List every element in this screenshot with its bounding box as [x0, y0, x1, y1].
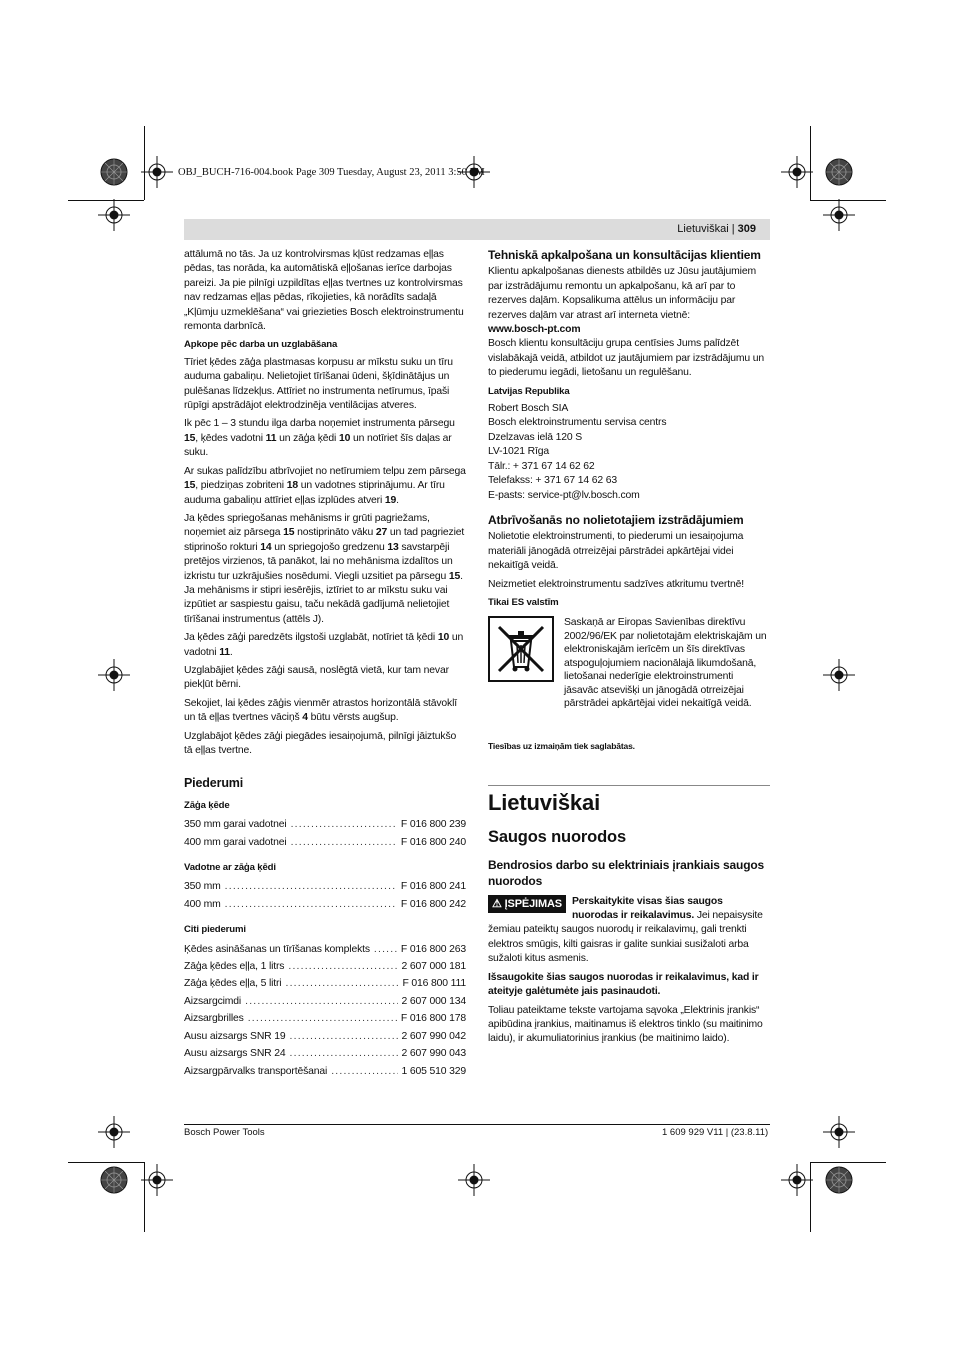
accessory-row	[184, 1030, 466, 1044]
accessory-row	[184, 943, 466, 957]
accessory-code: F 016 800 239	[400, 819, 466, 831]
address-line: Telefakss: + 371 67 14 62 63	[488, 475, 617, 487]
text: un vadotni	[184, 632, 464, 658]
warning-triangle-icon: ⚠	[492, 897, 502, 910]
paragraph	[184, 512, 466, 627]
text: nostiprināto vāku	[294, 527, 376, 539]
dot-leader	[245, 995, 397, 1009]
ref-number: 15	[448, 570, 461, 582]
text: un notīriet šīs daļas ar suku.	[184, 432, 452, 459]
ref-number: 14	[260, 541, 272, 553]
footer-rule	[184, 1124, 770, 1125]
paragraph: Tīriet ķēdes zāģa plastmasas korpusu ar mīkstu suku un tīru auduma gabaliņu. Nelietojiet tīrīšanai ūdeni, šķīdinātājus un pulēšanas līdzekļus. Attīriet no instrumenta netīrumus, īpaši rūpīgi apstrādājot elektrodzinēja ventilācijas atveres.	[184, 356, 453, 412]
accessory-label: 350 mm	[184, 881, 221, 893]
ref-number: 13	[387, 541, 399, 553]
section-heading: Atbrīvošanās no nolietotajiem izstrādājumiem	[488, 512, 744, 527]
text: Ja ķēdes zāģi paredzēts ilgstoši uzglabāt, notīriet tā ķēdi	[184, 632, 438, 644]
weee-text: Saskaņā ar Eiropas Savienības direktīvu 2002/96/EK par nolietotajām elektriskajām un elektroniskajām ierīcēm un šīs direktīvas atspoguļojumiem nacionālajā likumdošanā, lietošanai nederīgie elektroinstrumenti jāsavāc atsevišķi un jānogādā otrreizējai pārstrādei apkārtējai videi nekaitīgā veidā.	[564, 617, 767, 710]
accessory-label: 350 mm garai vadotnei	[184, 819, 287, 831]
dot-leader	[291, 836, 397, 850]
accessory-code: 1 605 510 329	[401, 1065, 466, 1077]
right-column	[488, 248, 770, 1051]
accessory-label: Ausu aizsargs SNR 24	[184, 1048, 286, 1060]
ref-number: 18	[286, 480, 298, 492]
accessory-label: 400 mm	[184, 898, 221, 910]
header-text	[677, 223, 756, 235]
dot-leader	[248, 1012, 397, 1026]
address-line: LV-1021 Rīga	[488, 446, 549, 458]
paragraph: Bosch klientu konsultāciju grupa centīsies Jums palīdzēt vislabākajā veidā, atbildot uz jautājumiem par izstrādājumu un to piederumu iegādi, lietošanu un regulēšanu.	[488, 338, 765, 379]
accessory-row	[184, 977, 466, 991]
warning-paragraph	[488, 895, 770, 967]
page-header	[184, 219, 770, 240]
accessory-row	[184, 880, 466, 894]
dot-leader	[290, 1030, 398, 1044]
warning-text: Jei nepaisysite žemiau pateiktų saugos nuorodų ir reikalavimų, gali trenkti elektros smūgis, kilti gaisras ir galite sunkiai susižaloti arba sužaloti kitus asmenis.	[488, 910, 763, 965]
ref-number: 15	[184, 480, 196, 492]
accessory-label: Aizsargcimdi	[184, 995, 242, 1007]
ref-number: 15	[184, 432, 196, 444]
address-line: Robert Bosch SIA	[488, 403, 569, 415]
accessory-label: Ausu aizsargs SNR 19	[184, 1030, 286, 1042]
paragraph: Toliau pateiktame tekste vartojama sąvoka „Elektrinis įrankis“ apibūdina įrankius, maitinamus iš elektros tinklo (su maitinimo laidu), ir akumuliatorinius įrankius (be maitinimo laido).	[488, 1004, 763, 1045]
ref-number: 11	[265, 432, 277, 444]
accessory-row	[184, 1047, 466, 1061]
paragraph: Uzglabājiet ķēdes zāģi sausā, noslēgtā vietā, kur tam nevar piekļūt bērni.	[184, 664, 449, 691]
accessory-code: 2 607 990 042	[401, 1030, 466, 1042]
accessory-code: F 016 800 242	[400, 898, 466, 910]
ref-number: 10	[437, 632, 450, 644]
text: savstarpēji pretējos virzienos, tā panākot, lai no mehānisma izdalītos un izkristu tur uzkrājušies nosēdumi. Viegli uzsitiet pa pārsegu	[184, 541, 453, 582]
dot-leader	[291, 818, 397, 832]
rights-notice: Tiesības uz izmaiņām tiek saglabātas.	[488, 740, 635, 751]
text: Ar sukas palīdzību atbrīvojiet no netīrumiem telpu zem pārsega	[184, 465, 466, 477]
accessory-group	[184, 861, 466, 912]
accessories-heading: Piederumi	[184, 776, 244, 791]
paragraph: attālumā no tās. Ja uz kontrolvirsmas kļūst redzamas eļļas pēdas, tas norāda, ka automātiskā eļļošanas ierīce darbojas pareizi. Ja pie pilnīgi uzpildītas eļļas tvertnes uz kontrolvirsmas nav redzamas eļļas pēdas, rīkojieties, kā norādīts sadaļā „Kļūmju uzmeklēšana“ vai griezieties Bosch elektroinstrumentu remonta darbnīcā.	[184, 249, 464, 333]
address-line: Dzelzavas ielā 120 S	[488, 431, 583, 443]
accessory-row	[184, 995, 466, 1009]
accessory-row	[184, 836, 466, 850]
section-heading: Tikai ES valstīm	[488, 596, 559, 608]
header-language: Lietuviškai	[677, 223, 729, 235]
section-heading: Apkope pēc darba un uzglabāšana	[184, 339, 338, 351]
warning-badge	[488, 895, 566, 913]
accessory-label: Aizsargpārvalks transportēšanai	[184, 1065, 328, 1077]
text: , piedziņas zobriteni	[195, 480, 287, 492]
ref-number: 15	[283, 527, 295, 539]
dot-leader	[290, 1047, 398, 1061]
ref-number: 27	[375, 527, 388, 539]
accessory-code: F 016 800 241	[400, 881, 466, 893]
section-heading: Tehniskā apkalpošana un konsultācijas klientiem	[488, 248, 761, 262]
accessory-code: 2 607 990 043	[401, 1048, 466, 1060]
warning-label: ĮSPĖJIMAS	[504, 897, 562, 910]
text: Ik pēc 1 – 3 stundu ilga darba noņemiet instrumenta pārsegu	[184, 418, 455, 430]
ref-number: 19	[384, 494, 397, 506]
section-heading: Latvijas Republika	[488, 385, 570, 397]
accessory-label: Zāģa ķēdes eļļa, 5 litri	[184, 978, 282, 990]
paragraph	[184, 417, 466, 460]
accessory-row	[184, 960, 466, 974]
accessory-code: F 016 800 111	[402, 978, 466, 990]
accessory-code: 2 607 000 181	[401, 961, 466, 973]
paragraph: Neizmetiet elektroinstrumentu sadzīves atkritumu tvertnē!	[488, 578, 744, 590]
print-info: OBJ_BUCH-716-004.book Page 309 Tuesday, August 23, 2011 3:50 PM	[178, 167, 485, 178]
dot-leader	[225, 880, 397, 894]
website-link[interactable]: www.bosch-pt.com	[488, 324, 581, 336]
accessory-code: F 016 800 263	[400, 943, 466, 955]
crossed-bin-icon	[488, 616, 554, 682]
email-link[interactable]: E-pasts: service-pt@lv.bosch.com	[488, 489, 640, 501]
ref-number: 10	[338, 432, 351, 444]
weee-block	[488, 616, 770, 711]
ref-number: 11	[219, 646, 230, 658]
text: un tad pagrieziet stiprinošo rokturi	[184, 527, 465, 553]
keep-instructions: Išsaugokite šias saugos nuorodas ir reikalavimus, kad ir ateityje galėtumėte jais pasinaudoti.	[488, 971, 759, 998]
accessory-label: Zāģa ķēdes eļļa, 1 litrs	[184, 961, 285, 973]
accessory-code: F 016 800 178	[400, 1013, 466, 1025]
accessory-label: 400 mm garai vadotnei	[184, 836, 287, 848]
dot-leader	[285, 977, 398, 991]
dot-leader	[288, 960, 397, 974]
text: Sekojiet, lai ķēdes zāģis vienmēr atrastos horizontālā stāvoklī un tā eļļas tvertnes vāciņš	[184, 697, 457, 724]
text: un vadotnes stiprinājumu. Ar tīru auduma gabaliņu attīriet eļļas izplūdes atveri	[184, 480, 445, 506]
accessory-group	[184, 923, 466, 1079]
accessory-code: F 016 800 240	[400, 836, 466, 848]
text: .	[229, 646, 233, 658]
ref-number: 4	[302, 712, 308, 724]
accessory-group-title: Zāģa ķēde	[184, 799, 230, 811]
text: .	[396, 494, 399, 506]
left-column	[184, 248, 466, 1082]
dot-leader	[331, 1065, 397, 1079]
paragraph	[184, 697, 466, 726]
footer-docnumber: 1 609 929 V11 | (23.8.11)	[662, 1127, 769, 1138]
text: Ja ķēdes spriegošanas mehānisms ir grūti pagriežams, noņemiet aiz pārsega	[184, 512, 430, 539]
accessory-row	[184, 898, 466, 912]
accessory-label: Ķēdes asināšanas un tīrīšanas komplekts	[184, 943, 370, 955]
text: būtu vērsts augšup.	[307, 712, 399, 724]
header-separator: |	[731, 223, 735, 235]
accessory-code: 2 607 000 134	[401, 995, 466, 1007]
paragraph: Uzglabājot ķēdes zāģi piegādes iesaiņojumā, pilnīgi jāiztukšo tā eļļas tvertne.	[184, 730, 457, 756]
paragraph: Klientu apkalpošanas dienests atbildēs uz Jūsu jautājumiem par izstrādājumu remontu un apkalpošanu, kā arī par to rezerves daļām. Kopsalikuma attēlus un informāciju par rezerves daļām var atrast arī interneta vietnē:	[488, 266, 756, 321]
text: , ķēdes vadotni	[195, 432, 266, 444]
page-number: 309	[737, 223, 756, 235]
language-title: Lietuviškai	[488, 790, 601, 816]
accessory-label: Aizsargbrilles	[184, 1013, 244, 1025]
accessory-group	[184, 799, 466, 850]
address-block	[488, 402, 770, 503]
footer-publisher: Bosch Power Tools	[184, 1127, 265, 1138]
text: un spriegojošo gredzenu	[271, 541, 388, 553]
paragraph	[184, 631, 466, 660]
text: un zāģa ķēdi	[276, 432, 339, 444]
accessory-row	[184, 1012, 466, 1026]
paragraph	[184, 465, 466, 508]
address-line: Bosch elektroinstrumentu servisa centrs	[488, 417, 667, 429]
accessory-group-title: Vadotne ar zāģa ķēdi	[184, 862, 276, 874]
section-heading: Bendrosios darbo su elektriniais įrankiais saugos nuorodos	[488, 857, 765, 888]
dot-leader	[225, 898, 397, 912]
section-divider	[488, 785, 770, 786]
warning-bold: Perskaitykite visas šias saugos nuorodas ir reikalavimus.	[571, 895, 723, 922]
accessory-group-title: Citi piederumi	[184, 924, 246, 936]
dot-leader	[374, 943, 397, 957]
section-heading: Saugos nuorodos	[488, 828, 627, 847]
text: . Ja mehānisms ir stipri iesērējis, iztīriet to ar mīkstu suku vai izpūtiet ar saspiestu gaisu, taču nekādā gadījumā nelietojiet tīrīšanai instrumentus (attēls J).	[184, 570, 463, 625]
paragraph: Nolietotie elektroinstrumenti, to piederumi un iesaiņojuma materiāli jānogādā otrreizējai pārstrādei apkārtējai videi nekaitīgā veidā.	[488, 531, 744, 572]
accessory-row	[184, 1065, 466, 1079]
address-line: Tālr.: + 371 67 14 62 62	[488, 460, 595, 472]
accessory-row	[184, 818, 466, 832]
